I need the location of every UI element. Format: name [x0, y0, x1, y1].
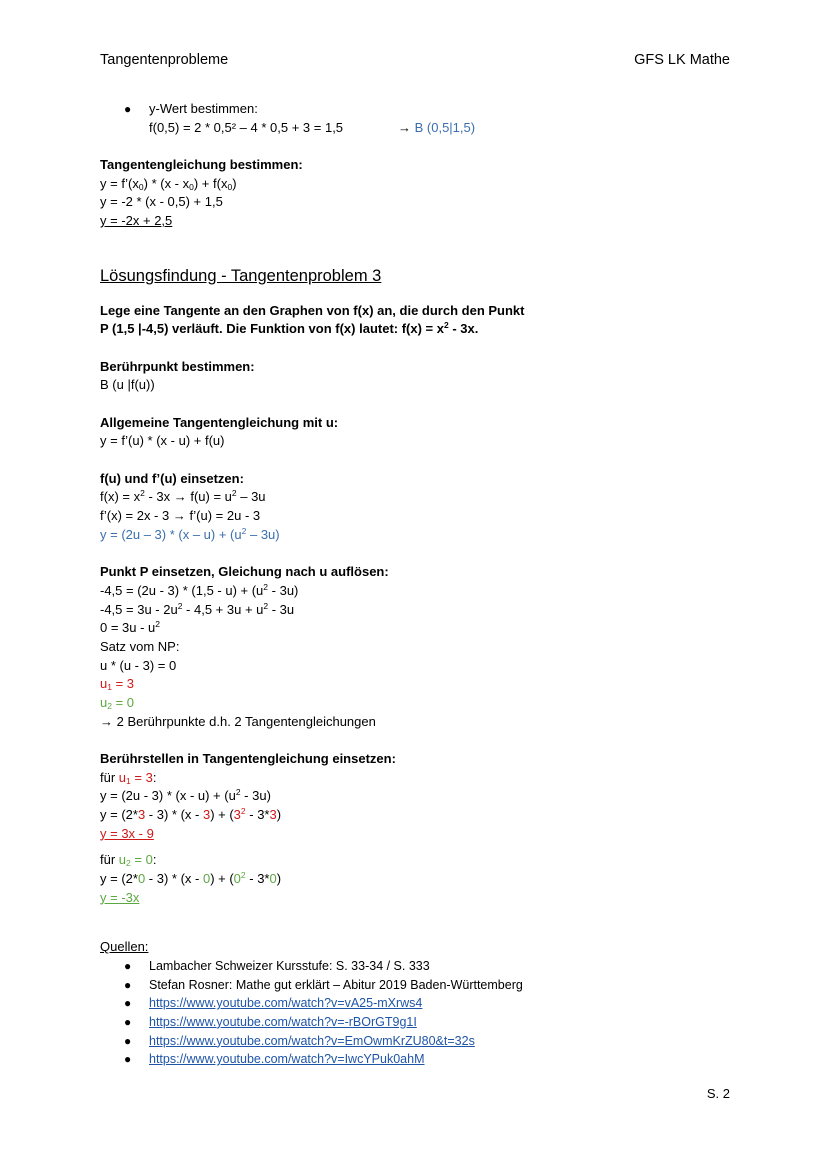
touch-point-heading: Berührpunkt bestimmen:: [100, 358, 255, 374]
source-link[interactable]: https://www.youtube.com/watch?v=-rBOrGT9g1I: [149, 1014, 417, 1029]
bullet-y-value: [100, 100, 740, 119]
solve-line-1: $-4,5 = (2u - 3) * (1,5 - u) + (u^2 - 3u)$: [100, 581, 299, 598]
insert-heading: f(u) und f’(u) einsetzen:: [100, 470, 244, 486]
places-heading: Berührstellen in Tangentengleichung einsetzen:: [100, 751, 396, 766]
y-value-result-group: [398, 119, 475, 138]
solution-u2: $u_2 = 0$: [100, 694, 135, 711]
insert-line-1: $f(x) = x^2 - 3x \to f(u) = u^2 - 3u$: [100, 488, 266, 505]
tangent-heading: Tangentengleichung bestimmen:: [100, 157, 303, 173]
source-link-item: [100, 1032, 740, 1051]
source-link[interactable]: https://www.youtube.com/watch?v=IwcYPuk0ahM: [149, 1052, 425, 1067]
eq2-line-1: $y = (2*0 - 3) * (x - 0) + (0^2 - 3*0)$: [100, 870, 282, 887]
source-link-item: [100, 994, 740, 1013]
bullet-icon: ●: [124, 102, 132, 116]
header-course: GFS LK Mathe: [634, 52, 730, 68]
sources-heading: Quellen:: [100, 939, 149, 955]
source-link-item: [100, 1013, 740, 1032]
header-title: Tangentenprobleme: [100, 52, 229, 68]
conclusion-line: → 2 Berührpunkte d.h. 2 Tangentengleichungen: [100, 713, 376, 729]
bullet-icon: ●: [124, 1033, 132, 1048]
source-link-item: [100, 1050, 740, 1069]
touch-point: B (u |f(u)): [100, 377, 155, 393]
solve-line-2: $-4,5 = 3u - 2u^2 - 4,5 + 3u + u^2 - 3u$: [100, 600, 295, 617]
tangent-substituted-eq: y = -2 * (x - 0,5) + 1,5: [100, 194, 223, 210]
solve-line-3: $0 = 3u - u^2$: [100, 619, 161, 636]
tangent-result-u1: y = 3x - 9: [100, 825, 154, 841]
insert-line-3: $y = (2u - 3) * (x - u) + (u^2 - 3u)$: [100, 525, 280, 542]
bullet-icon: ●: [124, 958, 132, 973]
source-item: ● Lambacher Schweizer Kursstufe: S. 33-34 / S. 333: [100, 957, 740, 976]
source-link[interactable]: https://www.youtube.com/watch?v=EmOwmKrZU80&t=32s: [149, 1033, 475, 1048]
task-line-2: P (1,5 |-4,5) verläuft. Die Funktion von f(x) lautet: $f(x) = x^2 - 3x$.: [100, 320, 479, 337]
arrow-icon: →: [398, 119, 411, 135]
solve-heading: Punkt P einsetzen, Gleichung nach u auflösen:: [100, 564, 389, 580]
bullet-label: y-Wert bestimmen:: [149, 101, 258, 116]
task-line-1: Lege eine Tangente an den Graphen von f(x) an, die durch den Punkt: [100, 302, 525, 318]
eq1-line-1: $y = (2u - 3) * (x - u) + (u^2 - 3u)$: [100, 787, 271, 804]
source-link[interactable]: https://www.youtube.com/watch?v=vA25-mXrws4: [149, 996, 423, 1011]
page-content: [100, 100, 740, 1069]
tangent-result: y = -2x + 2,5: [100, 213, 173, 229]
eq1-line-2: $y = (2*3 - 3) * (x - 3) + (3^2 - 3*3)$: [100, 806, 282, 823]
bullet-icon: ●: [124, 996, 132, 1011]
y-value-calc-line: [100, 119, 740, 138]
bullet-icon: ●: [124, 1052, 132, 1067]
bullet-icon: ●: [124, 977, 132, 992]
for-u1-line: für $u_1 = 3$:: [100, 769, 157, 786]
bullet-icon: ●: [124, 1014, 132, 1029]
solution-u1: $u_1 = 3$: [100, 676, 135, 693]
y-value-calc: f(0,5) = 2 * 0,5² – 4 * 0,5 + 3 = 1,5: [149, 119, 344, 135]
insert-line-2: f’(x) = 2x - 3 → f’(u) = 2u - 3: [100, 508, 261, 524]
tangent-result-u2: y = -3x: [100, 889, 140, 905]
source-item: ● Stefan Rosner: Mathe gut erklärt – Abitur 2019 Baden-Württemberg: [100, 976, 740, 995]
general-tangent-heading: Allgemeine Tangentengleichung mit u:: [100, 414, 339, 430]
tangent-general-eq: $y = f’(x_0) * (x - x_0) + f(x_0)$: [100, 175, 237, 192]
page-number: S. 2: [706, 1086, 730, 1101]
touch-point-result: B (0,5|1,5): [414, 119, 476, 135]
solve-line-4: Satz vom NP:: [100, 638, 180, 654]
for-u2-line: für $u_2 = 0$:: [100, 852, 157, 869]
section-title: Lösungsfindung - Tangentenproblem 3: [100, 266, 382, 285]
solve-line-5: u * (u - 3) = 0: [100, 657, 177, 673]
general-tangent-eq: y = f’(u) * (x - u) + f(u): [100, 433, 225, 449]
